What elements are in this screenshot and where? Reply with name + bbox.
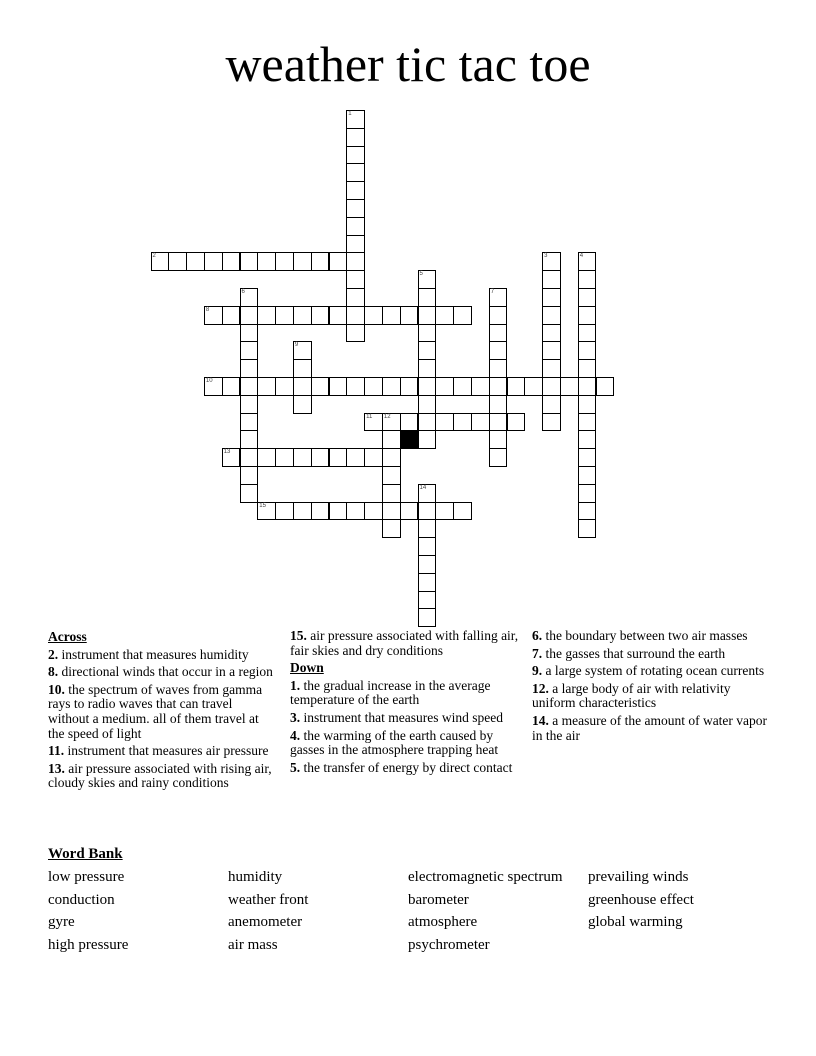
crossword-square[interactable]: [240, 324, 259, 343]
word-bank-item: anemometer: [228, 914, 303, 931]
clue-number: 5.: [290, 759, 301, 775]
crossword-square[interactable]: [400, 413, 419, 432]
clue-number: 11.: [48, 743, 65, 759]
clue-number: 14.: [532, 712, 549, 728]
crossword-square[interactable]: [489, 306, 508, 325]
crossword-square[interactable]: [418, 341, 437, 360]
clue-down-1: [290, 679, 526, 708]
clue-number-label: 8: [205, 306, 210, 313]
crossword-square[interactable]: [542, 395, 561, 414]
crossword-square[interactable]: [346, 252, 365, 271]
crossword-square[interactable]: [293, 377, 312, 396]
crossword-square[interactable]: [542, 252, 561, 271]
clue-down-12: [532, 682, 768, 711]
crossword-square[interactable]: [578, 306, 597, 325]
crossword-square[interactable]: [596, 377, 615, 396]
crossword-square[interactable]: [578, 324, 597, 343]
crossword-square[interactable]: [418, 573, 437, 592]
crossword-square[interactable]: [418, 395, 437, 414]
clue-number-label: 13: [223, 449, 231, 456]
crossword-square[interactable]: [293, 395, 312, 414]
clue-number: 9.: [532, 663, 543, 679]
crossword-square[interactable]: [453, 306, 472, 325]
clues-column-2: [290, 629, 526, 778]
crossword-square[interactable]: [578, 519, 597, 538]
clue-text: the warming of the earth caused by gasses in the atmosphere trapping heat: [290, 727, 499, 758]
crossword-square[interactable]: [311, 448, 330, 467]
clue-text: the transfer of energy by direct contact: [303, 759, 513, 775]
crossword-square[interactable]: [489, 395, 508, 414]
crossword-square[interactable]: [240, 359, 259, 378]
crossword-square[interactable]: [257, 252, 276, 271]
crossword-square[interactable]: [435, 413, 454, 432]
crossword-square[interactable]: [329, 448, 348, 467]
crossword-square[interactable]: [578, 288, 597, 307]
crossword-square[interactable]: [418, 413, 437, 432]
crossword-square[interactable]: [257, 306, 276, 325]
clue-across-11: [48, 744, 274, 759]
crossword-square[interactable]: [311, 502, 330, 521]
word-bank-item: psychrometer: [408, 937, 490, 954]
crossword-square[interactable]: [418, 306, 437, 325]
crossword-square[interactable]: [364, 502, 383, 521]
crossword-square[interactable]: [400, 502, 419, 521]
crossword-square[interactable]: [346, 288, 365, 307]
crossword-square[interactable]: [578, 395, 597, 414]
crossword-square[interactable]: [507, 413, 526, 432]
down-heading: Down: [290, 660, 324, 676]
clue-number-label: 3: [544, 253, 548, 260]
clue-down-7: [532, 647, 768, 662]
crossword-square[interactable]: [293, 341, 312, 360]
crossword-square[interactable]: [382, 430, 401, 449]
crossword-square[interactable]: [489, 359, 508, 378]
across-heading: Across: [48, 629, 87, 644]
crossword-square[interactable]: [560, 377, 579, 396]
crossword-square[interactable]: [257, 377, 276, 396]
clue-number-label: 12: [383, 413, 391, 420]
crossword-square[interactable]: [257, 502, 276, 521]
clue-across-15: [290, 629, 526, 658]
crossword-square[interactable]: [293, 306, 312, 325]
word-bank-item: humidity: [228, 869, 283, 885]
crossword-square[interactable]: [222, 448, 241, 467]
crossword-square[interactable]: [275, 377, 294, 396]
clue-text: a large body of air with relativity uniform characteristics: [532, 680, 731, 711]
crossword-square[interactable]: [240, 484, 259, 503]
clue-number-label: 2: [152, 253, 156, 260]
clue-text: instrument that measures wind speed: [303, 709, 503, 725]
crossword-square[interactable]: [542, 270, 561, 289]
crossword-square[interactable]: [435, 377, 454, 396]
clue-across-13: [48, 762, 274, 791]
word-bank-item: conduction: [48, 891, 115, 908]
clue-number: 6.: [532, 628, 543, 643]
crossword-square[interactable]: [293, 448, 312, 467]
crossword-square[interactable]: [346, 163, 365, 182]
crossword-square[interactable]: [240, 306, 259, 325]
crossword-square[interactable]: [240, 430, 259, 449]
crossword-square[interactable]: [275, 502, 294, 521]
crossword-square[interactable]: [400, 306, 419, 325]
clue-down-6: [532, 629, 768, 644]
word-bank-item: electromagnetic spectrum: [408, 869, 563, 885]
crossword-square[interactable]: [578, 270, 597, 289]
crossword-square[interactable]: [489, 324, 508, 343]
crossword-square[interactable]: [240, 448, 259, 467]
clue-number-label: 6: [241, 289, 245, 295]
clue-text: the boundary between two air masses: [545, 628, 748, 643]
crossword-square[interactable]: [204, 377, 223, 396]
crossword-square[interactable]: [275, 252, 294, 271]
clue-text: a measure of the amount of water vapor in the air: [532, 712, 768, 743]
clue-down-4: [290, 729, 526, 758]
word-bank-item: global warming: [588, 914, 683, 931]
crossword-square[interactable]: [489, 341, 508, 360]
crossword-square[interactable]: [311, 252, 330, 271]
crossword-square[interactable]: [489, 288, 508, 307]
crossword-square[interactable]: [542, 288, 561, 307]
clue-text: the spectrum of waves from gamma rays to radio waves that can travel without a medium. all of them travel at the speed of light: [48, 681, 263, 741]
crossword-square[interactable]: [453, 377, 472, 396]
crossword-square[interactable]: [293, 502, 312, 521]
clue-number-label: 9: [294, 342, 299, 349]
word-bank: [48, 867, 768, 958]
crossword-square[interactable]: [346, 377, 365, 396]
clue-number: 13.: [48, 760, 65, 776]
crossword-square[interactable]: [418, 555, 437, 574]
clue-number: 12.: [532, 680, 549, 696]
crossword-square[interactable]: [364, 377, 383, 396]
clue-number-label: 7: [490, 289, 495, 295]
crossword-square[interactable]: [453, 502, 472, 521]
crossword-square[interactable]: [240, 466, 259, 485]
crossword-square[interactable]: [542, 377, 561, 396]
crossword-square[interactable]: [240, 413, 259, 432]
crossword-square[interactable]: [346, 199, 365, 218]
crossword-square[interactable]: [382, 466, 401, 485]
clue-across-10: [48, 683, 274, 741]
crossword-square[interactable]: [542, 359, 561, 378]
clue-text: the gradual increase in the average temperature of the earth: [290, 677, 491, 708]
crossword-square[interactable]: [453, 413, 472, 432]
crossword-square[interactable]: [240, 252, 259, 271]
crossword-square[interactable]: [346, 502, 365, 521]
crossword-square[interactable]: [382, 484, 401, 503]
crossword-square[interactable]: [382, 306, 401, 325]
word-bank-heading: Word Bank: [48, 846, 123, 862]
clue-number-label: 5: [419, 271, 423, 278]
crossword-square[interactable]: [382, 448, 401, 467]
clue-text: instrument that measures humidity: [61, 646, 249, 662]
crossword-square[interactable]: [542, 324, 561, 343]
clue-number: 2.: [48, 646, 59, 662]
crossword-square[interactable]: [578, 484, 597, 503]
crossword-square[interactable]: [578, 502, 597, 521]
clue-down-9: [532, 664, 768, 679]
crossword-square[interactable]: [418, 484, 437, 503]
word-bank-item: air mass: [228, 937, 278, 954]
clue-number: 1.: [290, 677, 301, 693]
clue-number-label: 1: [348, 111, 352, 117]
crossword-square[interactable]: [346, 181, 365, 200]
crossword-square[interactable]: [382, 502, 401, 521]
crossword-square[interactable]: [489, 448, 508, 467]
clue-number-label: 14: [419, 484, 427, 491]
clue-number: 10.: [48, 681, 65, 697]
crossword-square[interactable]: [311, 377, 330, 396]
crossword-square[interactable]: [222, 306, 241, 325]
word-bank-item: gyre: [48, 914, 75, 931]
crossword-square[interactable]: [168, 252, 187, 271]
crossword-square[interactable]: [346, 110, 365, 129]
crossword-square[interactable]: [364, 306, 383, 325]
clue-text: the gasses that surround the earth: [545, 645, 726, 661]
clue-number: 4.: [290, 727, 301, 743]
crossword-square[interactable]: [578, 359, 597, 378]
crossword-square[interactable]: [382, 413, 401, 432]
crossword-square[interactable]: [329, 306, 348, 325]
crossword-square[interactable]: [346, 217, 365, 236]
crossword-square[interactable]: [489, 413, 508, 432]
crossword-square[interactable]: [542, 306, 561, 325]
crossword-square[interactable]: [382, 519, 401, 538]
crossword-square[interactable]: [364, 448, 383, 467]
clue-number: 8.: [48, 664, 59, 680]
word-bank-item: barometer: [408, 891, 469, 908]
clue-down-5: [290, 761, 526, 776]
crossword-square[interactable]: [418, 324, 437, 343]
crossword-square[interactable]: [275, 448, 294, 467]
crossword-square[interactable]: [293, 252, 312, 271]
word-bank-item: prevailing winds: [588, 869, 689, 885]
clue-number-label: 4: [579, 253, 584, 260]
page-title: weather tic tac toe: [225, 36, 591, 92]
crossword-square[interactable]: [471, 413, 490, 432]
clue-text: instrument that measures air pressure: [67, 743, 269, 759]
crossword-square[interactable]: [346, 270, 365, 289]
crossword-square[interactable]: [240, 288, 259, 307]
clue-text: a large system of rotating ocean currents: [545, 663, 765, 679]
crossword-square[interactable]: [418, 270, 437, 289]
clue-text: air pressure associated with falling air, fair skies and dry conditions: [290, 628, 519, 658]
crossword-square[interactable]: [346, 448, 365, 467]
crossword-square[interactable]: [418, 591, 437, 610]
crossword-square[interactable]: [578, 377, 597, 396]
clues-column-1: [48, 629, 274, 794]
crossword-square[interactable]: [542, 341, 561, 360]
crossword-square[interactable]: [418, 537, 437, 556]
clue-across-8: [48, 665, 274, 680]
blocked-square: [400, 430, 419, 449]
crossword-square[interactable]: [329, 252, 348, 271]
crossword-square[interactable]: [578, 413, 597, 432]
crossword-square[interactable]: [346, 306, 365, 325]
word-bank-item: greenhouse effect: [588, 891, 694, 908]
crossword-square[interactable]: [329, 377, 348, 396]
crossword-square[interactable]: [364, 413, 383, 432]
crossword-square[interactable]: [222, 252, 241, 271]
crossword-square[interactable]: [346, 128, 365, 147]
crossword-square[interactable]: [382, 377, 401, 396]
crossword-square[interactable]: [489, 430, 508, 449]
word-bank-item: weather front: [228, 891, 309, 908]
crossword-square[interactable]: [578, 448, 597, 467]
clue-down-3: [290, 711, 526, 726]
clue-number: 3.: [290, 709, 301, 725]
crossword-square[interactable]: [418, 288, 437, 307]
crossword-square[interactable]: [311, 306, 330, 325]
crossword-square[interactable]: [578, 252, 597, 271]
crossword-square[interactable]: [435, 502, 454, 521]
crossword-square[interactable]: [204, 306, 223, 325]
crossword-square[interactable]: [346, 146, 365, 165]
crossword-square[interactable]: [578, 466, 597, 485]
clue-text: air pressure associated with rising air, cloudy skies and rainy conditions: [48, 760, 272, 791]
clue-number: 7.: [532, 645, 543, 661]
crossword-square[interactable]: [257, 448, 276, 467]
crossword-square[interactable]: [240, 341, 259, 360]
crossword-square[interactable]: [418, 430, 437, 449]
crossword-square[interactable]: [400, 377, 419, 396]
crossword-square[interactable]: [240, 395, 259, 414]
crossword-square[interactable]: [507, 377, 526, 396]
word-bank-item: atmosphere: [408, 914, 478, 931]
crossword-square[interactable]: [346, 235, 365, 254]
crossword-square[interactable]: [524, 377, 543, 396]
clue-text: directional winds that occur in a region: [61, 664, 273, 680]
clue-number: 15.: [290, 628, 307, 643]
crossword-square[interactable]: [222, 377, 241, 396]
clue-number-label: 15: [259, 502, 266, 509]
crossword-square[interactable]: [346, 324, 365, 343]
crossword-square[interactable]: [204, 252, 223, 271]
crossword-square[interactable]: [418, 502, 437, 521]
clue-across-2: [48, 648, 274, 663]
crossword-square[interactable]: [293, 359, 312, 378]
clue-number-label: 10: [205, 378, 213, 384]
clue-down-14: [532, 714, 768, 743]
crossword-square[interactable]: [435, 306, 454, 325]
crossword-square[interactable]: [489, 377, 508, 396]
word-bank-item: low pressure: [48, 869, 125, 885]
crossword-square[interactable]: [542, 413, 561, 432]
crossword-square[interactable]: [186, 252, 205, 271]
crossword-square[interactable]: [471, 377, 490, 396]
crossword-square[interactable]: [240, 377, 259, 396]
crossword-square[interactable]: [151, 252, 170, 271]
crossword-square[interactable]: [418, 359, 437, 378]
clue-number-label: 11: [366, 413, 373, 420]
crossword-square[interactable]: [418, 377, 437, 396]
crossword-square[interactable]: [275, 306, 294, 325]
crossword-square[interactable]: [418, 608, 437, 627]
crossword-square[interactable]: [578, 430, 597, 449]
word-bank-item: high pressure: [48, 937, 129, 954]
crossword-square[interactable]: [418, 519, 437, 538]
clues-column-3: [532, 629, 768, 746]
crossword-square[interactable]: [578, 341, 597, 360]
crossword-square[interactable]: [329, 502, 348, 521]
